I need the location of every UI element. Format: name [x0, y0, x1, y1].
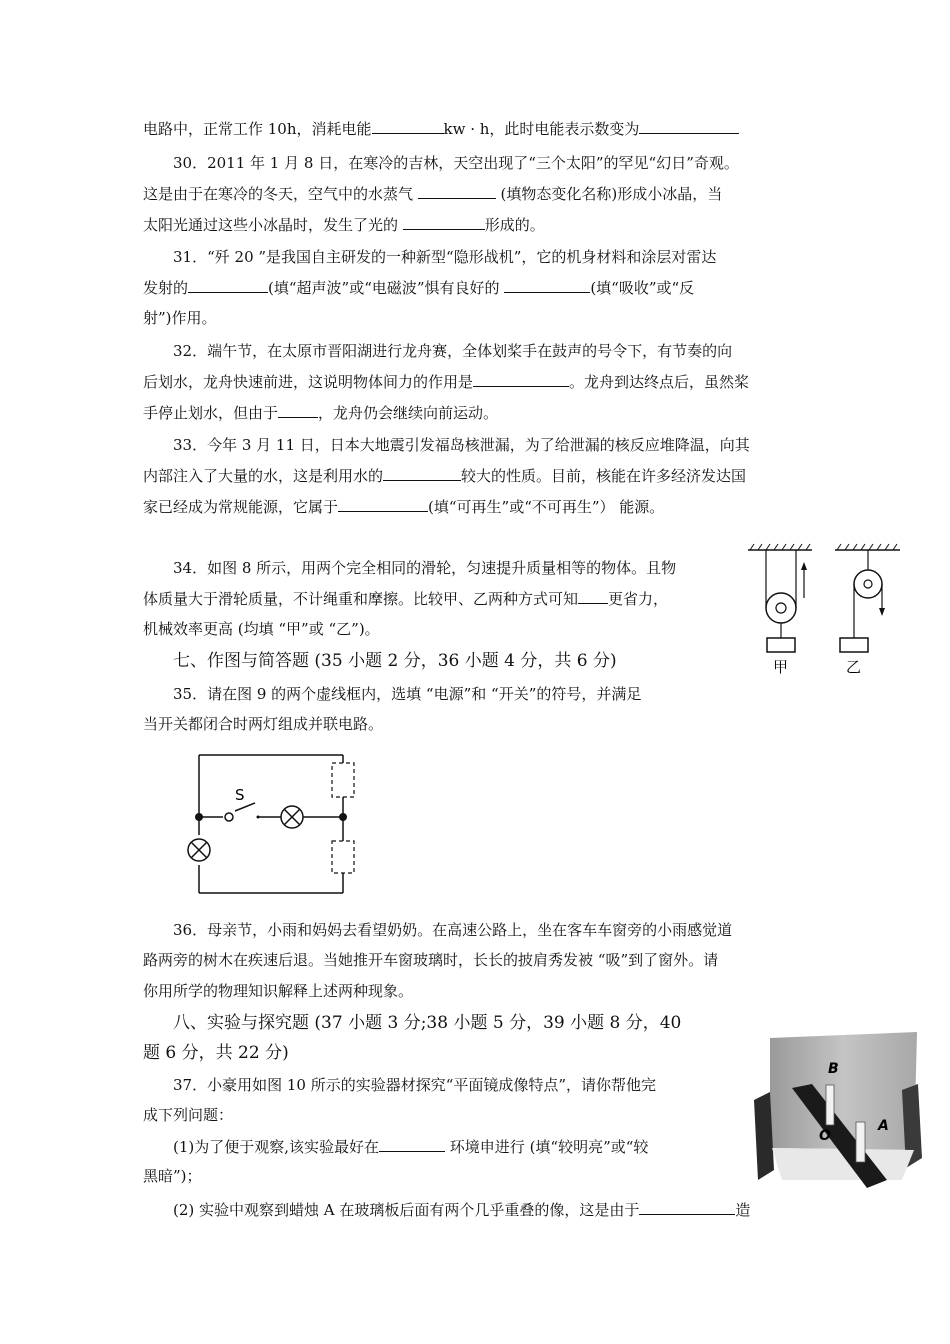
- q37-line-1: 37．小豪用如图 10 所示的实验器材探究“平面镜成像特点”，请你帮他完: [173, 1076, 657, 1094]
- answer-blank[interactable]: [403, 214, 485, 230]
- answer-blank[interactable]: [578, 588, 608, 604]
- q32-line-3: [143, 402, 498, 423]
- dashed-box-bottom[interactable]: [332, 841, 354, 873]
- q37-part-1-cont: 黑暗”)；: [143, 1167, 202, 1185]
- text: kw · h，此时电能表示数变为: [443, 120, 640, 138]
- text: (填物态变化名称)形成小冰晶，当: [495, 185, 723, 203]
- pulley-figure: [740, 540, 910, 675]
- text: (填“吸收”或“反: [590, 279, 695, 297]
- answer-blank[interactable]: [372, 118, 444, 134]
- answer-blank[interactable]: [639, 1199, 735, 1215]
- q31-line-3: 射”)作用。: [143, 309, 217, 327]
- candle-b: [826, 1085, 834, 1125]
- fig-label-jia: 甲: [773, 658, 789, 676]
- q35-line-1: 35．请在图 9 的两个虚线框内，选填 “电源”和 “开关”的符号，并满足: [173, 685, 642, 703]
- text: (填“超声波”或“电磁波”惧有良好的: [268, 279, 505, 297]
- q36-line-1: 36．母亲节，小雨和妈妈去看望奶奶。在高速公路上，坐在客车车窗旁的小雨感觉道: [173, 921, 733, 939]
- text: 内部注入了大量的水，这是利用水的: [143, 467, 384, 485]
- q36-line-3: 你用所学的物理知识解释上述两种现象。: [143, 982, 414, 1000]
- text: 。龙舟到达终点后，虽然桨: [569, 373, 750, 391]
- movable-pulley: [766, 550, 807, 652]
- answer-blank[interactable]: [418, 183, 496, 199]
- switch-label: S: [235, 786, 245, 804]
- answer-blank[interactable]: [379, 1136, 445, 1152]
- q30-line-2: [143, 183, 722, 204]
- text: (1)为了便于观察,该实验最好在: [173, 1138, 380, 1156]
- switch-contact-right: [257, 816, 260, 819]
- label-o: O: [819, 1128, 831, 1144]
- text: 形成的。: [484, 216, 545, 234]
- switch-blade: [235, 803, 255, 811]
- text: (2) 实验中观察到蜡烛 A 在玻璃板后面有两个几乎重叠的像，这是由于: [173, 1201, 640, 1219]
- text: 太阳光通过这些小冰晶时，发生了光的: [143, 216, 403, 234]
- q37-part-1: [173, 1136, 648, 1157]
- candle-a: [856, 1122, 865, 1162]
- q34-line-3: 机械效率更高 (均填 “甲”或 “乙”)。: [143, 620, 380, 638]
- q34-line-1: 34．如图 8 所示，用两个完全相同的滑轮，匀速提升质量相等的物体。且物: [173, 559, 677, 577]
- q31-line-2: [143, 277, 694, 298]
- q33-line-2: [143, 465, 746, 486]
- q31-line-1: 31．“歼 20 ”是我国自主研发的一种新型“隐形战机”，它的机身材料和涂层对雷达: [173, 248, 717, 266]
- section-8-title-line-2: 题 6 分，共 22 分): [143, 1043, 289, 1063]
- text: 电路中，正常工作 10h，消耗电能: [143, 120, 372, 138]
- q32-line-2: [143, 371, 749, 392]
- text: (填“可再生”或“不可再生”） 能源。: [428, 498, 665, 516]
- answer-blank[interactable]: [338, 496, 428, 512]
- answer-blank[interactable]: [278, 402, 318, 418]
- label-b: B: [828, 1061, 839, 1077]
- q37-line-2: 成下列问题：: [143, 1106, 234, 1124]
- fig-label-yi: 乙: [846, 658, 862, 676]
- q37-part-2: [173, 1199, 750, 1220]
- switch-contact-left: [225, 813, 233, 821]
- answer-blank[interactable]: [473, 371, 569, 387]
- q36-line-2: 路两旁的树木在疾速后退。当她推开车窗玻璃时，长长的披肩秀发被 “吸”到了窗外。请: [143, 951, 719, 969]
- text: 发射的: [143, 279, 189, 297]
- junction-right: [339, 813, 347, 821]
- text: 家已经成为常规能源，它属于: [143, 498, 339, 516]
- answer-blank[interactable]: [188, 277, 268, 293]
- q33-line-1: 33．今年 3 月 11 日，日本大地震引发福岛核泄漏，为了给泄漏的核反应堆降温，向其: [173, 436, 750, 454]
- answer-blank[interactable]: [639, 118, 739, 134]
- section-7-title: 七、作图与简答题 (35 小题 2 分，36 小题 4 分，共 6 分): [173, 651, 617, 671]
- text: 这是由于在寒冷的冬天，空气中的水蒸气: [143, 185, 418, 203]
- q32-line-1: 32．端午节，在太原市晋阳湖进行龙舟赛，全体划桨手在鼓声的号令下，有节奏的向: [173, 342, 733, 360]
- text: 造: [735, 1201, 751, 1219]
- ceiling-hatch-left: [750, 544, 810, 550]
- q35-line-2: 当开关都闭合时两灯组成并联电路。: [143, 715, 384, 733]
- q34-line-2: [143, 588, 668, 609]
- section-8-title-line-1: 八、实验与探究题 (37 小题 3 分;38 小题 5 分，39 小题 8 分，40: [173, 1013, 682, 1033]
- ceiling-hatch-right: [837, 544, 897, 550]
- dashed-box-top[interactable]: [332, 763, 354, 797]
- q30-line-1: 30．2011 年 1 月 8 日，在寒冷的吉林，天空出现了“三个太阳”的罕见“幻日”奇观。: [173, 154, 739, 172]
- q29-line: [143, 118, 739, 139]
- label-a: A: [878, 1118, 889, 1134]
- text: 环境申进行 (填“较明亮”或“较: [445, 1138, 649, 1156]
- q33-line-3: [143, 496, 664, 517]
- circuit-figure: [185, 745, 375, 905]
- text: ，龙舟仍会继续向前运动。: [318, 404, 499, 422]
- q30-line-3: [143, 214, 545, 235]
- text: 更省力，: [608, 590, 669, 608]
- fixed-pulley: [840, 550, 885, 652]
- answer-blank[interactable]: [504, 277, 590, 293]
- junction-left: [195, 813, 203, 821]
- text: 体质量大于滑轮质量，不计绳重和摩擦。比较甲、乙两种方式可知: [143, 590, 579, 608]
- text: 手停止划水，但由于: [143, 404, 279, 422]
- mirror-experiment-figure: [752, 1030, 927, 1190]
- text: 后划水，龙舟快速前进，这说明物体间力的作用是: [143, 373, 474, 391]
- text: 较大的性质。目前，核能在许多经济发达国: [461, 467, 747, 485]
- answer-blank[interactable]: [383, 465, 461, 481]
